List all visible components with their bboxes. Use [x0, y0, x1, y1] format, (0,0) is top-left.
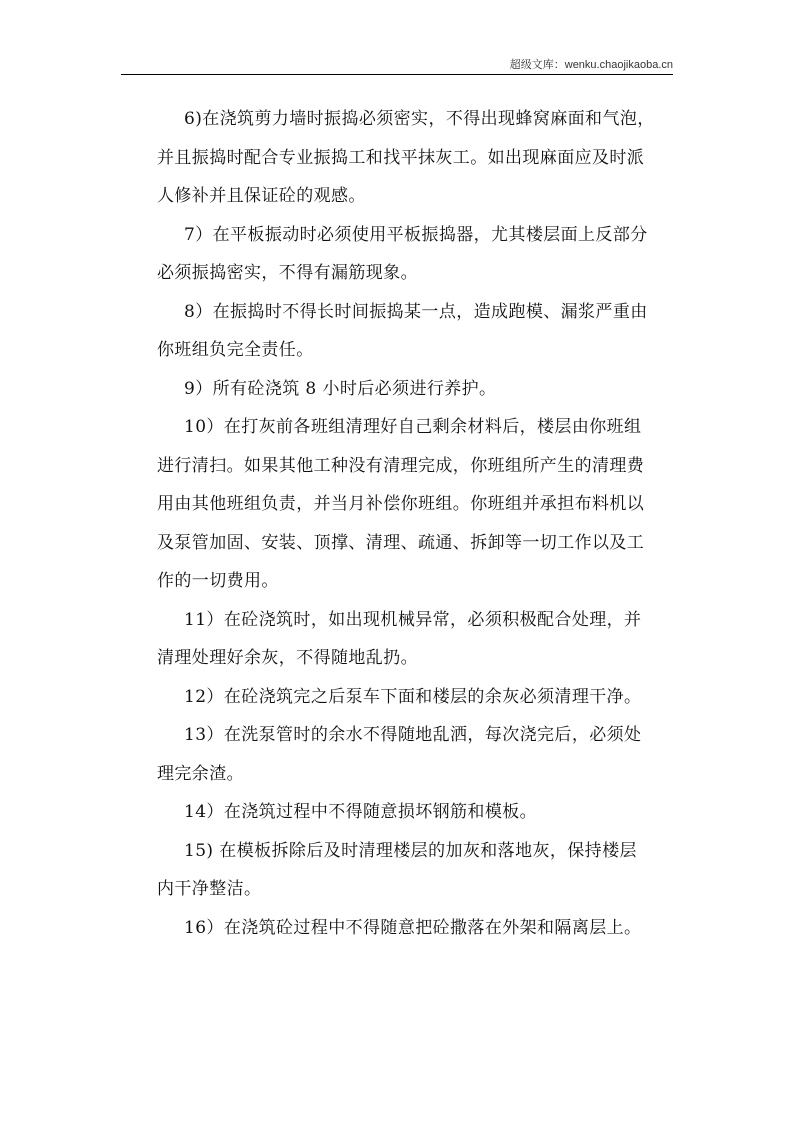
document-body	[157, 100, 677, 947]
paragraph-first-line: 8）在振捣时不得长时间振捣某一点，造成跑模、漏浆严重由	[184, 301, 648, 322]
paragraph-item-15	[157, 832, 677, 909]
paragraph-item-9	[157, 370, 677, 409]
paragraph-first-line: 6)在浇筑剪力墙时振捣必须密实，不得出现蜂窝麻面和气泡，	[184, 109, 655, 129]
paragraph-item-11	[157, 601, 677, 678]
paragraph-line: 内干净整洁。	[157, 879, 262, 899]
paragraph-line: 必须振捣密实，不得有漏筋现象。	[157, 263, 418, 283]
header-site-text: 超级文库：wenku.chaojikaoba.cn	[509, 59, 673, 71]
paragraph-item-7	[157, 216, 677, 293]
paragraph-item-14	[157, 793, 677, 832]
paragraph-first-line: 16）在浇筑砼过程中不得随意把砼撒落在外架和隔离层上。	[184, 917, 642, 938]
paragraph-line: 并且振捣时配合专业振捣工和找平抹灰工。如出现麻面应及时派	[157, 147, 645, 168]
paragraph-item-12	[157, 678, 677, 717]
paragraph-line: 清理处理好余灰，不得随地乱扔。	[157, 648, 418, 668]
page-header	[121, 52, 673, 75]
paragraph-line: 理完余渣。	[157, 763, 244, 784]
paragraph-line: 用由其他班组负责，并当月补偿你班组。你班组并承担布料机以	[157, 494, 645, 514]
paragraph-item-10	[157, 408, 677, 601]
paragraph-first-line: 12）在砼浇筑完之后泵车下面和楼层的余灰必须清理干净。	[184, 686, 642, 707]
paragraph-first-line: 7）在平板振动时必须使用平板振捣器，尤其楼层面上反部分	[184, 224, 648, 245]
paragraph-item-8	[157, 293, 677, 370]
paragraph-first-line: 15) 在模板拆除后及时清理楼层的加灰和落地灰，保持楼层	[184, 840, 637, 861]
paragraph-first-line: 9）所有砼浇筑 8 小时后必须进行养护。	[184, 378, 497, 399]
paragraph-item-6	[157, 100, 677, 216]
paragraph-line: 作的一切费用。	[157, 571, 279, 591]
paragraph-first-line: 13）在洗泵管时的余水不得随地乱洒，每次浇完后，必须处	[184, 725, 642, 745]
paragraph-first-line: 11）在砼浇筑时，如出现机械异常，必须积极配合处理，并	[184, 609, 642, 630]
paragraph-line: 人修补并且保证砼的观感。	[157, 186, 366, 206]
paragraph-item-16	[157, 909, 677, 948]
paragraph-first-line: 14）在浇筑过程中不得随意损坏钢筋和模板。	[184, 802, 538, 822]
paragraph-line: 你班组负完全责任。	[157, 340, 314, 360]
paragraph-first-line: 10）在打灰前各班组清理好自己剩余材料后，楼层由你班组	[184, 417, 642, 437]
paragraph-line: 及泵管加固、安装、顶撑、清理、疏通、拆卸等一切工作以及工	[157, 532, 645, 553]
paragraph-line: 进行清扫。如果其他工种没有清理完成，你班组所产生的清理费	[157, 455, 645, 476]
paragraph-item-13	[157, 716, 677, 793]
